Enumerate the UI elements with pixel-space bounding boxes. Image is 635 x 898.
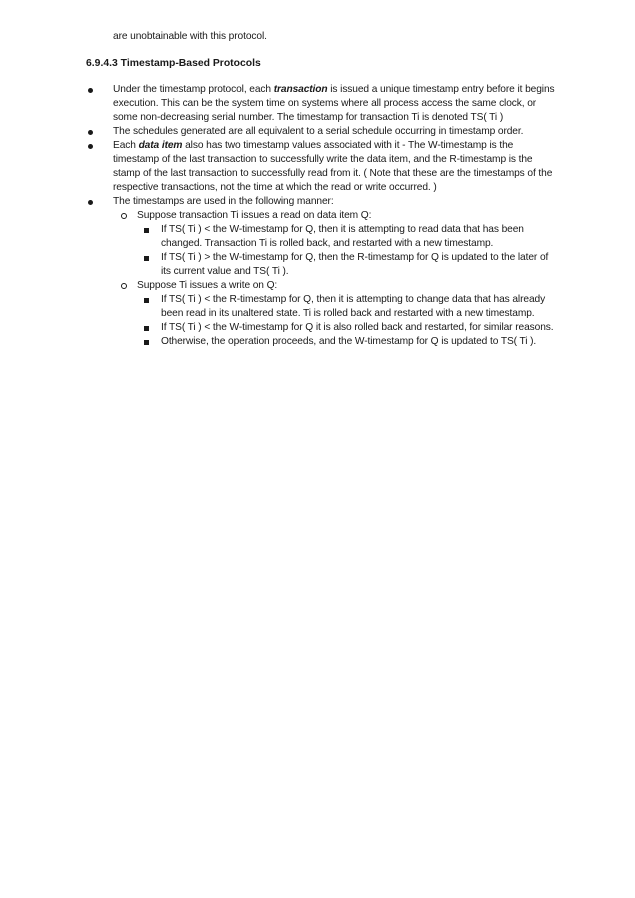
- bullet-text: Under the timestamp protocol, each: [113, 84, 274, 95]
- sub-bullet-read: [113, 209, 560, 279]
- sub-bullet-write: [113, 279, 560, 349]
- write-rule-item: If TS( Ti ) < the W-timestamp for Q it is also rolled back and restarted, for similar reasons.: [137, 321, 560, 335]
- section-heading: 6.9.4.3 Timestamp-Based Protocols: [86, 58, 261, 69]
- read-rule-item: If TS( Ti ) > the W-timestamp for Q, then the R-timestamp for Q is updated to the later of its current value and TS( Ti ).: [137, 251, 560, 279]
- sub-bullet-text: Suppose Ti issues a write on Q:: [137, 280, 278, 291]
- bullet-timestamp-usage: [86, 195, 560, 349]
- keyword-transaction: transaction: [273, 84, 328, 95]
- read-rule-item: If TS( Ti ) < the W-timestamp for Q, then it is attempting to read data that has been changed. Transaction Ti is rolled back, and restarted with a new timestamp.: [137, 223, 560, 251]
- bullet-text: also has two timestamp values associated with it - The W-timestamp is the timestamp of the last transaction to successfully write the data item, and the R-timestamp is the stamp of the last transaction to successfully read from it. ( Note that these are the timestamps of the respective transactions, not the time at which the read or write occurred. ): [113, 140, 553, 193]
- continuation-text: are unobtainable with this protocol.: [113, 31, 267, 42]
- write-rule-item: If TS( Ti ) < the R-timestamp for Q, then it is attempting to change data that has already been read in its unaltered state. Ti is rolled back and restarted with a new timestamp.: [137, 293, 560, 321]
- bullet-text: The timestamps are used in the following manner:: [113, 196, 334, 207]
- keyword-data-item: data item: [138, 140, 183, 151]
- sub-bullet-text: Suppose transaction Ti issues a read on data item Q:: [137, 210, 372, 221]
- bullet-data-item: [86, 139, 560, 195]
- sub-sub-list: [137, 223, 560, 279]
- bullet-text: is issued a unique timestamp entry before it begins execution. This can be the system time on systems where all process access the same clock, or some non-decreasing serial number. The timestamp for transaction Ti is denoted TS( Ti ): [113, 84, 555, 123]
- sub-sub-list: [137, 293, 560, 349]
- sub-list: [113, 209, 560, 349]
- bullet-text: The schedules generated are all equivalent to a serial schedule occurring in timestamp order.: [113, 126, 524, 137]
- bullet-list: [86, 83, 560, 349]
- bullet-timestamp-protocol: [86, 83, 560, 125]
- bullet-text: Each: [113, 140, 139, 151]
- bullet-serial-schedule: [86, 125, 560, 139]
- write-rule-item: Otherwise, the operation proceeds, and the W-timestamp for Q is updated to TS( Ti ).: [137, 335, 560, 349]
